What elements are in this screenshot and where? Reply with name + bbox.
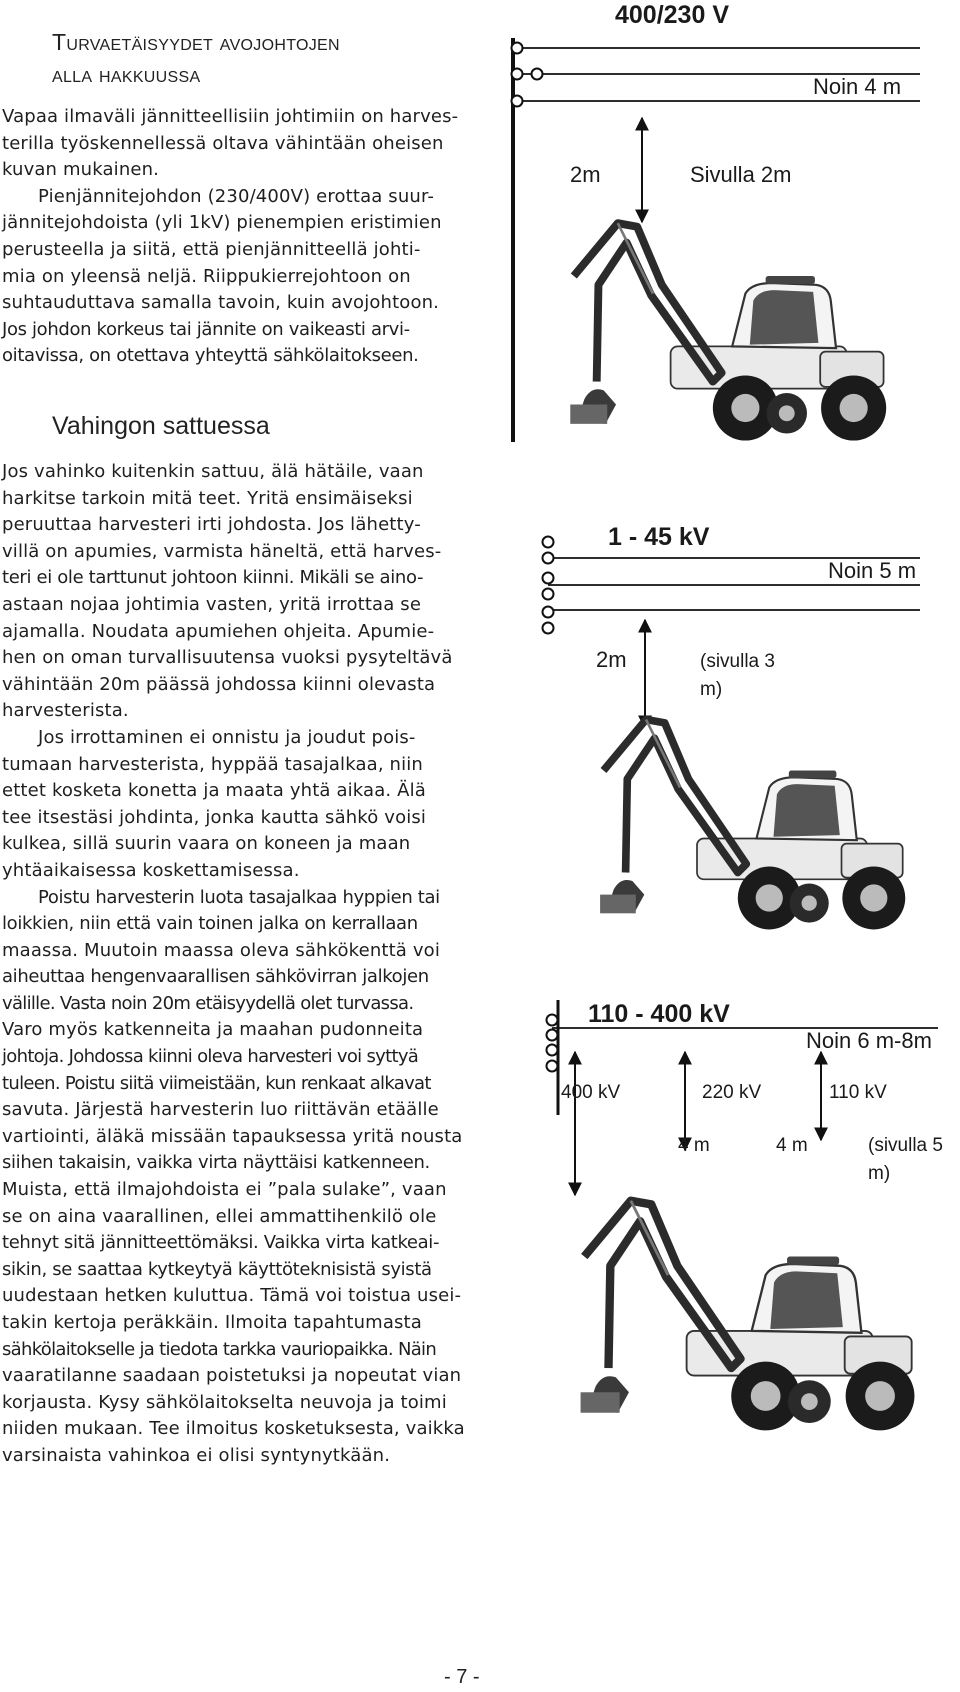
- voltage-label: 400/230 V: [615, 1, 729, 29]
- text-line: tehnyt sitä jännitteettömäksi. Vaikka virta katkeai-: [2, 1232, 440, 1254]
- text-line: mia on yleensä neljä. Riippukierrejohtoon on: [2, 265, 411, 287]
- text-line: se on aina vaarallinen, ellei ammattihenkilö ole: [2, 1205, 437, 1227]
- text-line: ajamalla. Noudata apumiehen ohjeita. Apumie-: [2, 620, 435, 642]
- text-line: siihen takaisin, vaikka virta näyttäisi katkenneen.: [2, 1152, 430, 1174]
- text-line: harkitse tarkoin mitä teet. Yritä ensimäiseksi: [2, 487, 413, 509]
- text-line: johtoja. Johdossa kiinni oleva harvesteri voi syttyä: [2, 1046, 419, 1068]
- voltage-label: 1 - 45 kV: [608, 523, 710, 551]
- text-line: niiden mukaan. Tee ilmoitus kosketuksesta, vaikka: [2, 1418, 465, 1440]
- side-clearance-label-1: (sivulla 3: [700, 651, 775, 672]
- text-line: aiheuttaa hengenvaarallisen sähkövirran jalkojen: [2, 966, 429, 988]
- text-line: maassa. Muutoin maassa oleva sähkökenttä voi: [2, 939, 440, 961]
- text-line: Pienjännitejohdon (230/400V) erottaa suur-: [38, 185, 434, 207]
- text-line: tee itsestäsi johdinta, jonka kautta sähkö voisi: [2, 806, 427, 828]
- text-line: terilla työskennellessä oltava vähintään oheisen: [2, 132, 444, 154]
- text-line: astaan nojaa johtimia vasten, yritä irrottaa se: [2, 593, 422, 615]
- text-line: Muista, että ilmajohdoista ei ”pala sulake”, vaan: [2, 1179, 447, 1201]
- text-line: savuta. Järjestä harvesterin luo riittävän etäälle: [2, 1099, 439, 1121]
- diagram-high-voltage: [547, 1000, 955, 1472]
- text-line: uudestaan hetken kuluttua. Tämä voi toistua usei-: [2, 1285, 462, 1307]
- text-line: teri ei ole tarttunut johtoon kiinni. Mikäli se aino-: [2, 567, 424, 589]
- text-line: kulkea, sillä suurin vaara on koneen ja maan: [2, 833, 411, 855]
- harvester-image: [558, 223, 924, 480]
- text-line: tumaan harvesterista, hyppää tasajalkaa, niin: [2, 753, 423, 775]
- page-number: - 7 -: [444, 1666, 480, 1688]
- text-line: oitavissa, on otettava yhteyttä sähkölaitokseen.: [2, 345, 419, 367]
- text-line: vaaratilanne saadaan poistetuksi ja nopeutat vian: [2, 1365, 462, 1387]
- section-heading-damage: Vahingon sattuessa: [52, 412, 270, 440]
- diagram-medium-voltage: [543, 523, 942, 968]
- kv-label-220: 220 kV: [702, 1082, 762, 1103]
- text-line: Jos vahinko kuitenkin sattuu, älä hätäile, vaan: [2, 461, 424, 482]
- side-clearance-label: Sivulla 2m: [690, 162, 792, 187]
- text-line: villä on apumies, varmista häneltä, että harves-: [2, 540, 442, 562]
- text-line: vartiointi, äläkä missään tapauksessa yritä nousta: [2, 1125, 463, 1147]
- text-line: peruuttaa harvesteri irti johdosta. Jos lähetty-: [2, 514, 421, 536]
- text-line: harvesterista.: [2, 700, 129, 722]
- text-line: ettet kosketa konetta ja maata yhtä aikaa. Älä: [2, 780, 426, 802]
- text-line: hen on oman turvallisuutensa vuoksi pysyteltävä: [2, 647, 453, 669]
- text-line: Varo myös katkenneita ja maahan pudonneita: [2, 1019, 424, 1041]
- diagram-low-voltage: [512, 1, 925, 480]
- clearance-label: 2m: [570, 162, 601, 187]
- height-label: Noin 5 m: [828, 558, 917, 583]
- text-line: Poistu harvesterin luota tasajalkaa hyppien tai: [38, 886, 440, 908]
- side-clearance-label-1: (sivulla 5: [868, 1135, 943, 1156]
- text-line: sähkölaitokselle ja tiedota tarkka vauriopaikka. Näin: [2, 1338, 437, 1360]
- height-label: Noin 6 m-8m: [806, 1028, 932, 1053]
- clearance-label: 2m: [596, 647, 627, 672]
- heading-line-2: alla hakkuussa: [52, 61, 201, 87]
- text-line: jännitejohdoista (yli 1kV) pienempien eristimien: [2, 212, 442, 234]
- distance-label-4m-b: 4 m: [776, 1135, 808, 1156]
- heading-line-1: Turvaetäisyydet avojohtojen: [52, 29, 340, 55]
- text-line: kuvan mukainen.: [2, 159, 160, 181]
- voltage-label: 110 - 400 kV: [588, 1000, 730, 1028]
- harvester-image: [588, 720, 942, 968]
- kv-label-400: 400 kV: [561, 1082, 621, 1103]
- text-line: loikkien, niin että vain toinen jalka on kerrallaan: [2, 913, 418, 935]
- text-line: takin kertoja peräkkäin. Ilmoita tapahtumasta: [2, 1312, 422, 1333]
- distance-label-4m: 4 m: [678, 1135, 710, 1156]
- text-line: vähintään 20m päässä johdossa kiinni olevasta: [2, 673, 436, 695]
- kv-label-110: 110 kV: [829, 1082, 887, 1103]
- text-line: suhtauduttava samalla tavoin, kuin avojohtoon.: [2, 292, 440, 314]
- text-line: välille. Vasta noin 20m etäisyydellä olet turvassa.: [2, 992, 414, 1014]
- text-line: korjausta. Kysy sähkölaitokselta neuvoja ja toimi: [2, 1391, 447, 1413]
- text-line: Vapaa ilmaväli jännitteellisiin johtimiin on harves-: [2, 106, 459, 127]
- text-line: Jos johdon korkeus tai jännite on vaikeasti arvi-: [2, 318, 410, 340]
- text-line: yhtäaikaisessa koskettamisessa.: [2, 859, 300, 881]
- text-line: sikin, se saattaa kytkeytyä käyttöteknisistä syistä: [2, 1258, 432, 1280]
- text-line: Jos irrottaminen ei onnistu ja joudut pois-: [38, 726, 416, 748]
- harvester-image: [568, 1201, 955, 1473]
- height-label: Noin 4 m: [813, 74, 902, 99]
- text-line: tuleen. Poistu siitä viimeistään, kun renkaat alkavat: [2, 1072, 431, 1094]
- text-line: perusteella ja siitä, että pienjännitteellä johti-: [2, 238, 421, 260]
- side-clearance-label-2: m): [700, 679, 723, 700]
- side-clearance-label-2: m): [868, 1163, 891, 1184]
- text-line: varsinaista vahinkoa ei olisi syntynytkään.: [2, 1444, 391, 1466]
